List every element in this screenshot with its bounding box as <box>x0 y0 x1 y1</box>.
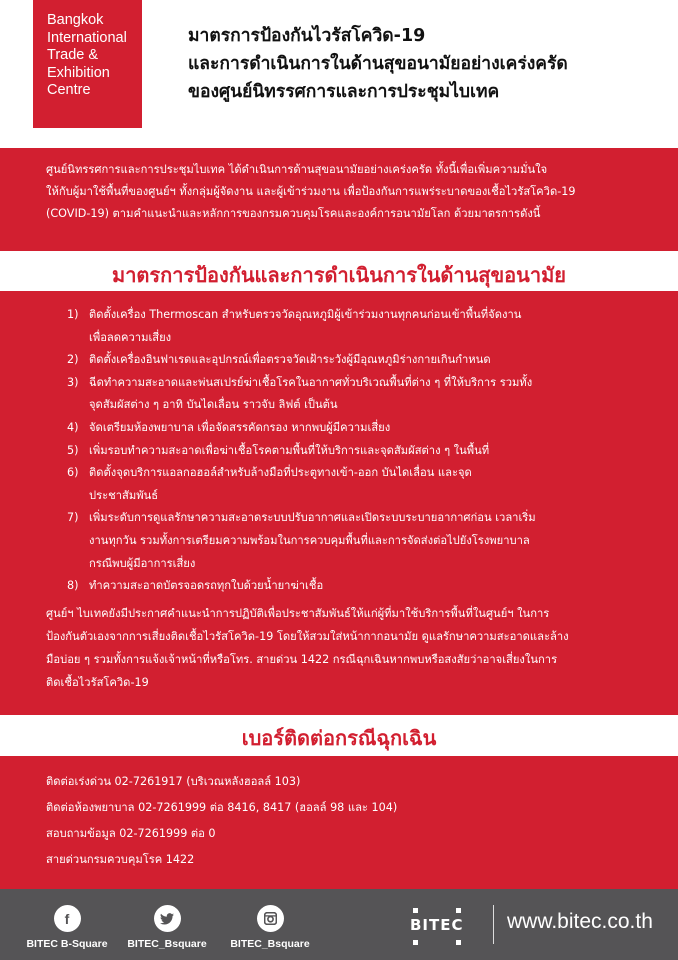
item-number: 8) <box>67 579 79 593</box>
logo-line: Bangkok <box>47 12 104 28</box>
instagram-icon <box>257 905 284 932</box>
item-text: ประชาสัมพันธ์ <box>89 488 159 502</box>
intro-line: ศูนย์นิทรรศการและการประชุมไบเทค ได้ดำเนินการด้านสุขอนามัยอย่างเคร่งครัด ทั้งนี้เพื่อเพิ่มความมั่นใจ <box>46 163 548 176</box>
facebook-icon: f <box>54 905 81 932</box>
emergency-heading: เบอร์ติดต่อกรณีฉุกเฉิน <box>241 726 437 750</box>
item-number: 6) <box>67 466 79 480</box>
social-label: BITEC_Bsquare <box>127 938 207 950</box>
logo-line: Trade & <box>47 47 99 63</box>
list-item <box>67 349 678 372</box>
list-item <box>67 372 678 417</box>
social-label: BITEC B-Square <box>26 938 108 950</box>
item-text: เพิ่มระดับการดูแลรักษาความสะอาดระบบปรับอากาศและเปิดระบบระบายอากาศก่อน เวลาเริ่ม <box>89 511 536 525</box>
item-number: 7) <box>67 511 79 525</box>
item-number: 3) <box>67 375 79 389</box>
item-number: 4) <box>67 420 79 434</box>
intro-section <box>0 148 678 251</box>
twitter-icon <box>154 905 181 932</box>
contact-line: สอบถามข้อมูล 02-7261999 ต่อ 0 <box>46 827 216 840</box>
item-number: 2) <box>67 353 79 367</box>
social-facebook[interactable] <box>16 905 118 950</box>
logo-line: International <box>47 29 127 46</box>
item-text: จุดสัมผัสต่าง ๆ อาทิ บันไดเลื่อน ราวจับ ลิฟต์ เป็นต้น <box>89 398 338 412</box>
notice-line: ศูนย์ฯ ไบเทคยังมีประกาศคำแนะนำการปฏิบัติเพื่อประชาสัมพันธ์ให้แก่ผู้ที่มาใช้บริการพื้นที่ในศูนย์ฯ ในการ <box>46 606 550 620</box>
list-item <box>67 462 678 507</box>
measures-section <box>0 291 678 715</box>
social-label: BITEC_Bsquare <box>230 938 310 950</box>
item-text: เพิ่มรอบทำความสะอาดเพื่อฆ่าเชื้อโรคตามพื้นที่ให้บริการและจุดสัมผัสต่าง ๆ ในพื้นที่ <box>89 443 490 457</box>
item-text: จัดเตรียมห้องพยาบาล เพื่อจัดสรรคัดกรอง หากพบผู้มีความเสี่ยง <box>89 420 391 434</box>
item-text: ทำความสะอาดบัตรจอดรถทุกใบด้วยน้ำยาฆ่าเชื้อ <box>89 579 324 593</box>
item-text: กรณีพบผู้มีอาการเสี่ยง <box>89 556 196 570</box>
logo-line: Centre <box>47 82 91 98</box>
list-item <box>67 417 678 440</box>
social-instagram[interactable] <box>224 905 316 950</box>
notice-line: ติดเชื้อไวรัสโควิด-19 <box>46 675 149 689</box>
list-item <box>67 440 678 463</box>
title-line: มาตรการป้องกันไวรัสโควิด-19 <box>188 26 426 46</box>
list-item <box>67 304 678 349</box>
bitec-logo-box <box>33 0 142 128</box>
measures-heading: มาตรการป้องกันและการดำเนินการในด้านสุขอนามัย <box>112 263 566 287</box>
item-text: ติดตั้งเครื่องอินฟาเรดและอุปกรณ์เพื่อตรวจวัดเฝ้าระวังผู้มีอุณหภูมิร่างกายเกินกำหนด <box>89 353 491 367</box>
title-line: และการดำเนินการในด้านสุขอนามัยอย่างเคร่งครัด <box>188 54 568 74</box>
item-text: งานทุกวัน รวมทั้งการเตรียมความพร้อมในการควบคุมพื้นที่และการจัดส่งต่อไปยังโรงพยาบาล <box>89 533 530 547</box>
emergency-contacts <box>0 756 678 890</box>
item-text: เพื่อลดความเสี่ยง <box>89 330 172 344</box>
item-number: 5) <box>67 443 79 457</box>
intro-line: ให้กับผู้มาใช้พื้นที่ของศูนย์ฯ ทั้งกลุ่มผู้จัดงาน และผู้เข้าร่วมงาน เพื่อป้องกันการแพร่ระบาดของเชื้อไวรัสโควิด-19 <box>46 185 576 198</box>
notice-line: มือบ่อย ๆ รวมทั้งการแจ้งเจ้าหน้าที่หรือโทร. สายด่วน 1422 กรณีฉุกเฉินหากพบหรือสงสัยว่าอาจเสี่ยงในการ <box>46 652 558 666</box>
list-item <box>67 575 678 598</box>
item-text: ติดตั้งเครื่อง Thermoscan สำหรับตรวจวัดอุณหภูมิผู้เข้าร่วมงานทุกคนก่อนเข้าพื้นที่จัดงาน <box>89 308 522 321</box>
footer-divider <box>493 905 494 944</box>
item-number: 1) <box>67 308 79 321</box>
item-text: ฉีดทำความสะอาดและพ่นสเปรย์ฆ่าเชื้อโรคในอากาศทั่วบริเวณพื้นที่ต่าง ๆ ที่ให้บริการ รวมทั้ง <box>89 375 533 389</box>
brand-name: BITEC <box>410 916 464 934</box>
intro-line: (COVID-19) ตามคำแนะนำและหลักการของกรมควบคุมโรคและองค์การอนามัยโลก ด้วยมาตรการดังนี้ <box>46 207 541 220</box>
bitec-logo <box>408 906 486 946</box>
contact-line: ติดต่อเร่งด่วน 02-7261917 (บริเวณหลังฮอลล์ 103) <box>46 775 301 788</box>
notice-paragraph <box>46 602 678 694</box>
item-text: ติดตั้งจุดบริการแอลกอฮอล์สำหรับล้างมือที่ประตูทางเข้า-ออก บันไดเลื่อน และจุด <box>89 466 472 480</box>
contact-line: สายด่วนกรมควบคุมโรค 1422 <box>46 853 195 866</box>
title-line: ของศูนย์นิทรรศการและการประชุมไบเทค <box>188 82 500 102</box>
notice-line: ป้องกันตัวเองจากการเสี่ยงติดเชื้อไวรัสโควิด-19 โดยให้สวมใส่หน้ากากอนามัย ดูแลรักษาความสะอาดและล้าง <box>46 629 569 643</box>
contact-line: ติดต่อห้องพยาบาล 02-7261999 ต่อ 8416, 8417 (ฮอลล์ 98 และ 104) <box>46 801 398 814</box>
page-title <box>188 22 658 106</box>
list-item <box>67 507 678 575</box>
logo-line: Exhibition <box>47 64 110 81</box>
website-link[interactable]: www.bitec.co.th <box>507 910 653 933</box>
social-twitter[interactable] <box>122 905 212 950</box>
footer <box>0 889 678 960</box>
